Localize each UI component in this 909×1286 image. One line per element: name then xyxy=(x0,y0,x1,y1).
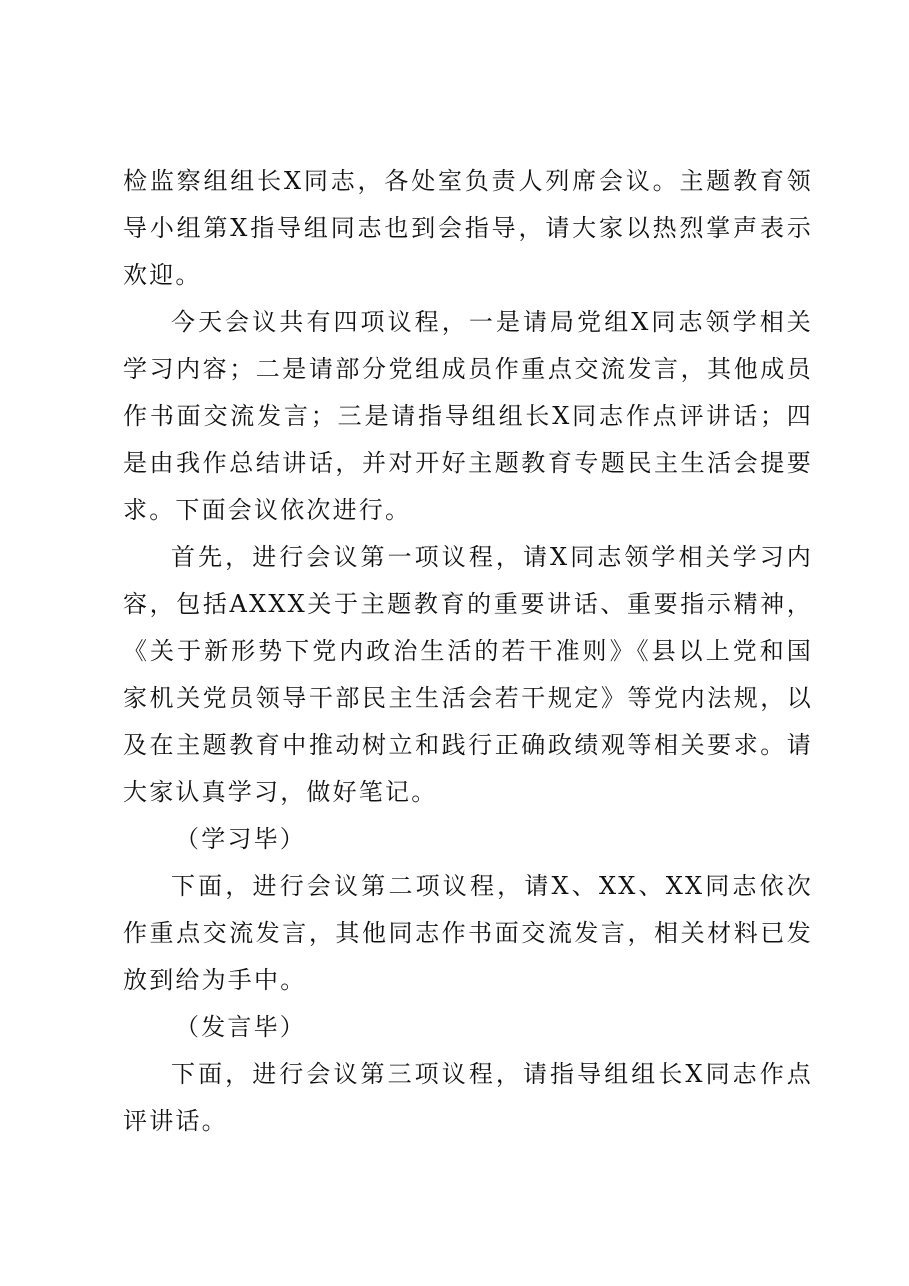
paragraph-agenda: 今天会议共有四项议程，一是请局党组X同志领学相关学习内容；二是请部分党组成员作重点交流发言，其他成员作书面交流发言；三是请指导组组长X同志作点评讲话；四是由我作总结讲话，并对开好主题教育专题民主生活会提要求。下面会议依次进行。 xyxy=(123,308,813,524)
paragraph-third-item: 下面，进行会议第三项议程，请指导组组长X同志作点评讲话。 xyxy=(123,1060,813,1135)
paragraph-first-item: 首先，进行会议第一项议程，请X同志领学相关学习内容，包括AXXX关于主题教育的重要讲话、重要指示精神，《关于新形势下党内政治生活的若干准则》《县以上党和国家机关党员领导干部民主生活会若干规定》等党内法规，以及在主题教育中推动树立和践行正确政绩观等相关要求。请大家认真学习，做好笔记。 xyxy=(123,543,813,806)
paragraph-second-item: 下面，进行会议第二项议程，请X、XX、XX同志依次作重点交流发言，其他同志作书面交流发言，相关材料已发放到给为手中。 xyxy=(123,872,813,994)
note-study-finished: （学习毕） xyxy=(175,825,306,853)
note-speech-finished: （发言毕） xyxy=(175,1013,306,1041)
paragraph-attendees: 检监察组组长X同志，各处室负责人列席会议。主题教育领导小组第X指导组同志也到会指导，请大家以热烈掌声表示欢迎。 xyxy=(123,167,813,289)
document-body xyxy=(123,158,813,1145)
